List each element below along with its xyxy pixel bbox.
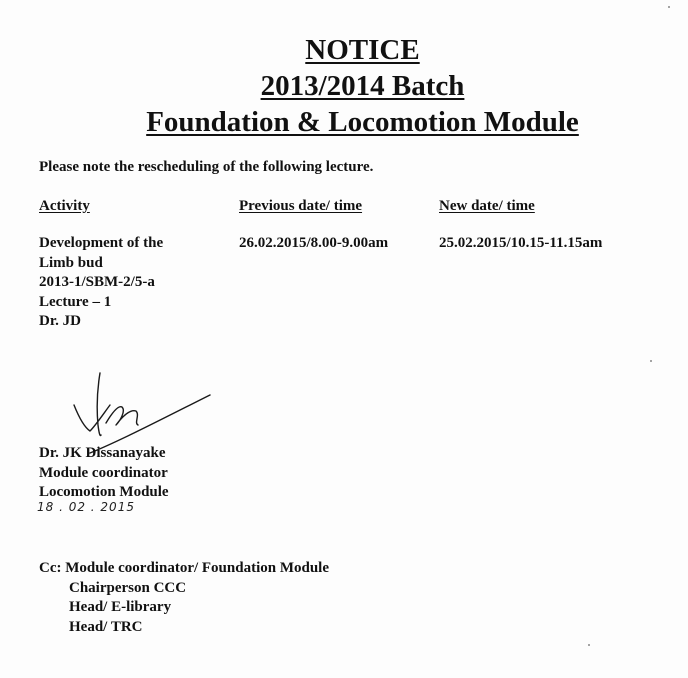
- column-header-new: New date/ time: [439, 198, 535, 214]
- handwritten-signature: [60, 365, 220, 455]
- signatory-role: Module coordinator: [39, 464, 168, 481]
- scan-speck: [650, 360, 652, 362]
- activity-line: Dr. JD: [39, 313, 81, 329]
- cc-line: Head/ TRC: [69, 618, 143, 635]
- signatory-module: Locomotion Module: [39, 484, 169, 500]
- column-header-previous: Previous date/ time: [239, 198, 363, 214]
- intro-text: Please note the rescheduling of the following lecture.: [39, 159, 374, 175]
- signatory-name: Dr. JK Dissanayake: [39, 445, 166, 461]
- notice-title: NOTICE: [305, 34, 420, 66]
- cc-line: Head/ E-library: [69, 599, 172, 615]
- cc-line: Chairperson CCC: [69, 579, 187, 596]
- activity-line: Lecture – 1: [39, 293, 112, 310]
- activity-line: 2013-1/SBM-2/5-a: [39, 274, 155, 290]
- new-datetime-cell: 25.02.2015/10.15-11.15am: [439, 235, 603, 251]
- scan-speck: [588, 644, 590, 646]
- activity-line: Limb bud: [39, 254, 103, 271]
- batch-heading: 2013/2014 Batch: [260, 70, 465, 102]
- cc-list: [39, 559, 329, 637]
- module-heading: Foundation & Locomotion Module: [146, 106, 579, 138]
- activity-line: Development of the: [39, 235, 164, 251]
- previous-datetime-cell: 26.02.2015/8.00-9.00am: [239, 235, 389, 251]
- handwritten-date: 18 . 02 . 2015: [37, 500, 135, 514]
- cc-line: Cc: Module coordinator/ Foundation Module: [39, 560, 330, 576]
- column-header-activity: Activity: [39, 198, 90, 214]
- activity-cell: [39, 234, 163, 332]
- scan-speck: [668, 6, 670, 8]
- signatory-block: [39, 444, 169, 503]
